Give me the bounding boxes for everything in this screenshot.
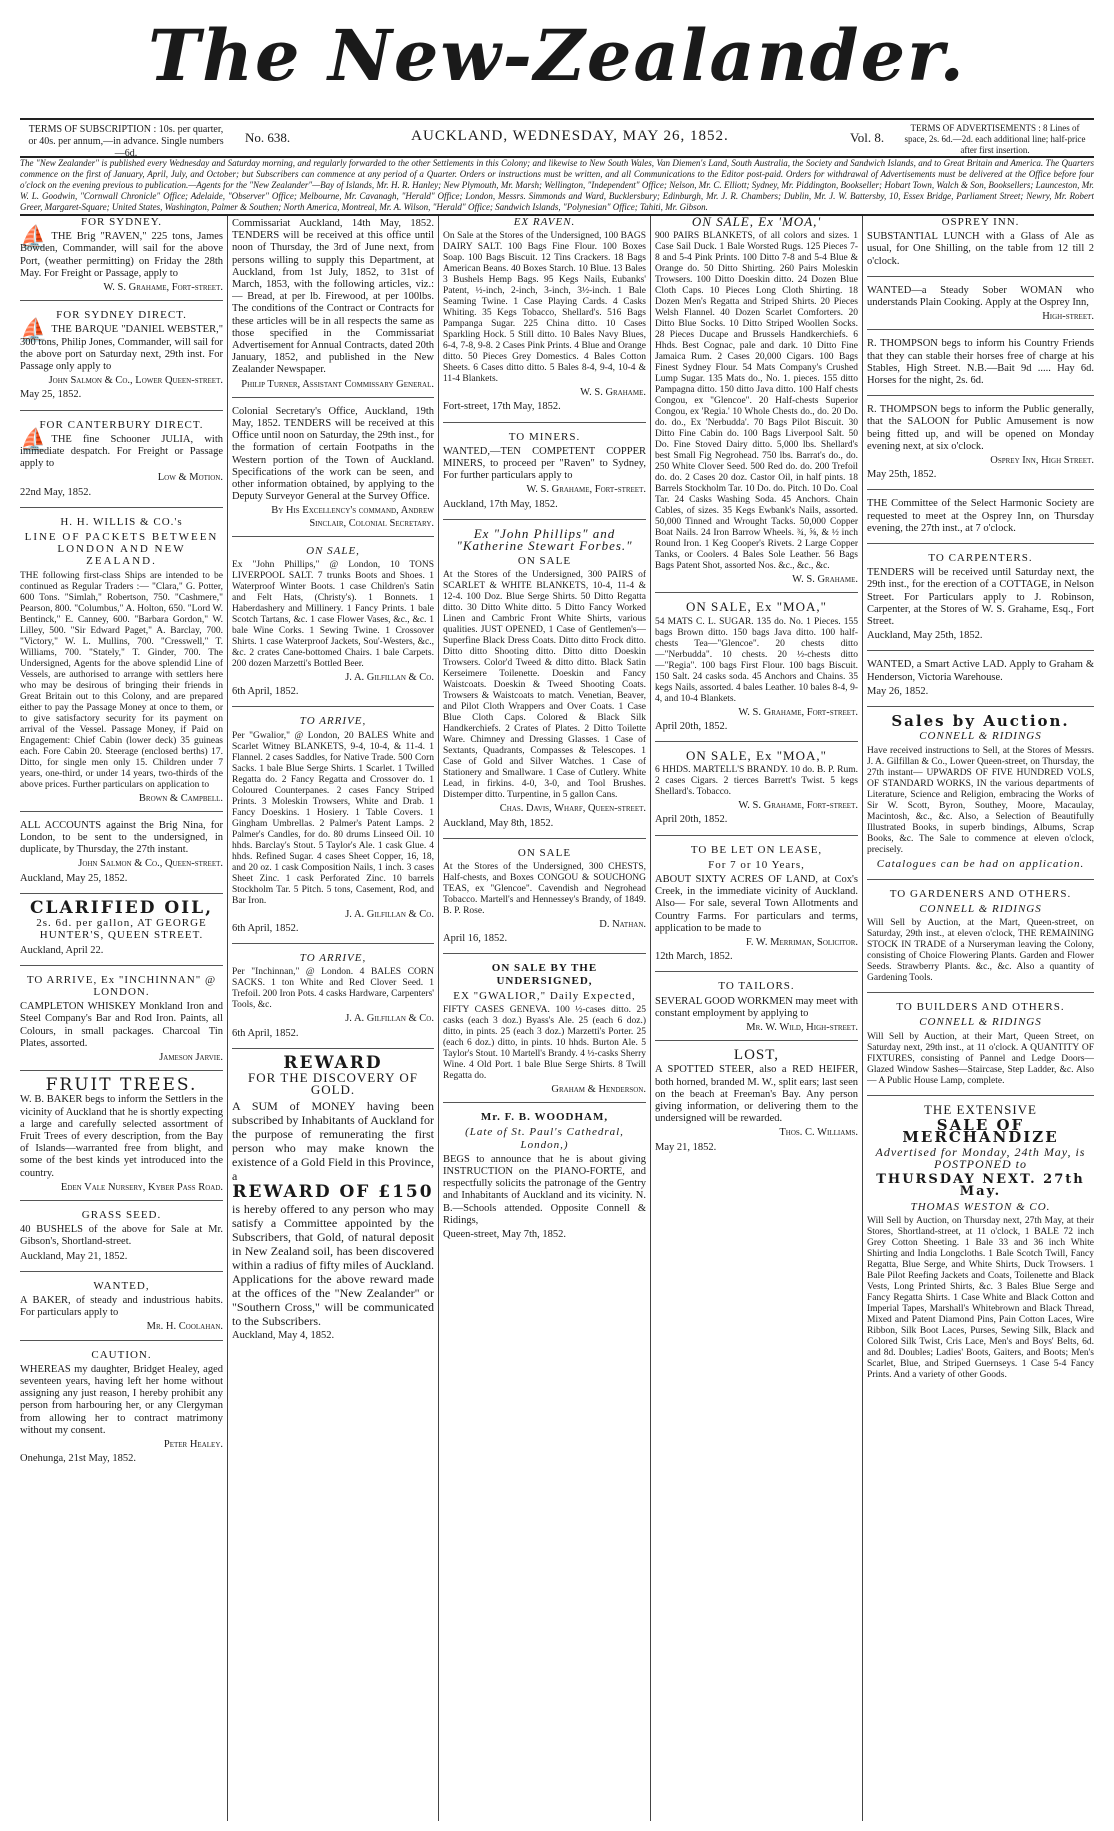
ad-woodham bbox=[443, 1111, 646, 1249]
ship-icon: ⛵ bbox=[20, 426, 48, 452]
ad-signature: Eden Vale Nursery, Kyber Pass Road. bbox=[60, 1181, 223, 1193]
ad-body: Per "Gwalior," @ London, 20 BALES White and Scarlet Witney BLANKETS, 9-4, 10-4, & 11-4. 1 Flannel. 2 cases Saddles, for Native Trade. 500 Corn Sacks. 1 bale Blue Serge Shirts. 1 Scarlet. 1 Twilled Regatta do. 2 Fancy Regatta and Crossover do. 1 Coloured Counterpanes. 2 cases Fancy Striped Prints. 3 Moleskin Trowsers, White and Drab. 1 Fancy Doeskins. 1 Hosiery. 1 Table Covers. 1 Gingham Umbrellas. 2 Palmer's Patent Lamps. 2 Palmer's Candles, for do. 80 drums Linseed Oil. 10 hhds. Barclay's Stout. 5 Taylor's Ale. 1 cask Glue. 4 hhds. Refined Sugar. 4 cases Sheet Copper, 16, 18, and 20 oz. 1 cask Composition Nails, 1 inch. 3 cases Sheet Zinc. 1 cask Perforated Zinc. 10 barrels Stockholm Tar. 5 Pitch. 5 tons, Casement, Rod, and Bar Iron. bbox=[232, 730, 434, 906]
ad-date: 6th April, 1852. bbox=[232, 922, 299, 934]
ad-clarified-oil bbox=[20, 897, 223, 966]
ad-body: Per "Inchinnan," @ London. 4 BALES CORN SACKS. 1 ton White and Red Clover Seed. 1 Trefoil. 200 Iron Pots. 4 casks Hardware, Carpenters' Tools, &c. bbox=[232, 967, 434, 1011]
ad-body: CAMPLETON WHISKEY Monkland Iron and Steel Company's Bar and Rod Iron. Paints, all Colours, in small packages. Charcoal Tin Plates, assorted. bbox=[20, 1001, 223, 1049]
ad-date: Queen-street, May 7th, 1852. bbox=[443, 1229, 567, 1241]
ad-date: May 25th, 1852. bbox=[867, 469, 937, 481]
ad-heading: TO GARDENERS AND OTHERS. bbox=[889, 887, 1072, 900]
ad-auction-books bbox=[867, 712, 1094, 880]
info-bar bbox=[20, 118, 1094, 158]
ad-land-lease bbox=[655, 844, 858, 973]
ad-tailors bbox=[655, 980, 858, 1041]
ad-body: THE Brig "RAVEN," 225 tons, James Bowden, Commander, will sail for the above Port, (weather permitting) on Friday the 28th May. For Freight or Passage, apply to bbox=[20, 231, 223, 279]
column-2 bbox=[232, 216, 434, 1821]
ad-date: Auckland, May 25, 1852. bbox=[20, 872, 128, 884]
ad-signature: Mr. W. Wild, High-street. bbox=[746, 1022, 858, 1034]
ad-signature: W. S. Grahame, Fort-street. bbox=[526, 484, 646, 496]
ad-date: Auckland, May 21, 1852. bbox=[20, 1250, 128, 1262]
ad-body: WANTED, a Smart Active LAD. Apply to Graham & Henderson, Victoria Warehouse. bbox=[867, 659, 1094, 683]
ad-body: TENDERS will be received until Saturday next, the 29th inst., for the erection of a COTTAGE, in Nelson Street. For Particulars apply to J. Robinson, Carpenter, at the Stores of W. S. Grahame, Esq., Fort Street. bbox=[867, 567, 1094, 628]
ad-signature: Thos. C. Williams. bbox=[779, 1127, 858, 1139]
ad-colonial-secretary bbox=[232, 406, 434, 537]
ad-john-phillips bbox=[443, 525, 646, 839]
ad-signature: F. W. Merriman, Solicitor. bbox=[745, 937, 858, 949]
subscription-terms: TERMS OF SUBSCRIPTION : 10s. per quarter, or 40s. per annum,—in advance. Single numbers—6d. bbox=[28, 124, 224, 159]
ad-body: THE following first-class Ships are intended to be continued as Regular Traders :— "Clara," G. Potter, 600 Tons. "Simlah," Robertson, 750. "Cashmere," Pearson, 800. "Columbus," A. Holton, 650. "Lord W. Bentinck," E. Canney, 600. "Barbara Gordon," W. Lilley, 500. "Sir Edward Paget," A. Barclay, 700. "Victory," W. L. Mullins, 700. "Cresswell," T. Williams, 700. "Stately," T. Ginder, 700. The Undersigned, Agents for the above splendid Line of Vessels, are authorised to arrange with settlers here who may be desirous of bringing their friends in Great Britain out to this Colony, and are prepared either to pay the Passage Money at once to them, or to give satisfactory security for its payment on arrival of the Vessel. Passage Money, if Paid on Engagement: Chief Cabin (lower deck) 35 guineas each. Fore Cabin 20. Steerage (enclosed berths) 17. Ditto, for single men only 15. Children under 7 years, one-third, or under 14 years, two-thirds of the above prices. Further particulars on application to bbox=[20, 570, 223, 790]
ad-to-arrive-inchinnan bbox=[232, 952, 434, 1049]
ad-moa-blankets bbox=[655, 216, 858, 593]
ad-body: At the Stores of the Undersigned, 300 PAIRS of SCARLET & WHITE BLANKETS, 10-4, 11-4 & 12-4. 100 Doz. Blue Serge Shirts. 50 Ditto Regatta ditto. 30 Ditto White ditto. 5 Ditto Fancy Worked Linen and Cambric Front White Shirts, various qualities. JUST OPENED, 1 Case of Gentlemen's— Superfine Black Dress Coats. Ditto ditto Frock ditto. Ditto ditto Shooting ditto. Ditto ditto Doeskin Trowsers. Color'd Tweed & ditto ditto. Black Satin Kerseimere Toilenette. Doeskin and Fancy Waistcoats. Doeskin & Tweed Shooting Coats. Trowsers & Waistcoats to match. Venetian, Beaver, and Pilot Cloth Wrappers and Over Coats. 1 Case Blue Cloth Caps. Colored & Black Silk Handkerchiefs. 2 Crates of Plates. 2 Ditto Toilette Ware. Chimney and Dressing Glasses. 1 Case of Sextants, Quadrants, Compasses & Telescopes. 1 Case of Gold and Silver Watches. 1 Case of Stationery and Smallware. 1 Case of Cutlery. White Lead, in firkins. 4-0, 3-0, and Tool Brushes. Distemper ditto. Turpentine, in 5 gallon Cans. bbox=[443, 570, 646, 801]
ad-signature: J. A. Gilfillan & Co. bbox=[345, 672, 434, 684]
ad-body: THE BARQUE "DANIEL WEBSTER," 300 tons, Philip Jones, Commander, will sail for the above port on Saturday next, 29th inst. For Passage only apply to bbox=[20, 324, 223, 373]
ad-body: 2s. 6d. per gallon, AT GEORGE HUNTER'S, QUEEN STREET. bbox=[36, 917, 207, 942]
ad-body: A BAKER, of steady and industrious habits. For particulars apply to bbox=[20, 1294, 223, 1319]
ad-heading: ON SALE, Ex 'MOA,' bbox=[691, 216, 822, 229]
section-title-auction: Sales by Auction. bbox=[891, 712, 1070, 731]
newspaper-title: The New-Zealander. bbox=[148, 14, 966, 97]
ad-body: A SUM of MONEY having been subscribed by Inhabitants of Auckland for the purpose of remunerating the first person who may make known the existence of a Gold Field in this Province, a bbox=[232, 1099, 434, 1184]
column-3 bbox=[443, 216, 646, 1821]
ad-signature: D. Nathan. bbox=[599, 919, 646, 931]
ad-lost bbox=[655, 1049, 858, 1162]
column-rule bbox=[862, 216, 863, 1821]
ad-signature: Brown & Campbell. bbox=[138, 792, 223, 804]
ad-thompson-stables bbox=[867, 338, 1094, 396]
ad-body: At the Stores of the Undersigned, 300 CHESTS, Half-chests, and Boxes CONGOU & SOUCHONG TEAS, ex "Glencoe". Cavendish and Negrohead Tobacco. Martell's and Hennessey's Brandy, of 1849. B. P. Rose. bbox=[443, 862, 646, 917]
ad-heading: TO CARPENTERS. bbox=[928, 552, 1033, 565]
masthead bbox=[0, 0, 1114, 118]
ad-subheading: Catalogues can be had on application. bbox=[876, 857, 1085, 870]
ship-icon: ⛵ bbox=[20, 317, 48, 343]
ad-date: May 26, 1852. bbox=[867, 685, 929, 697]
ad-signature: J. A. Gilfillan & Co. bbox=[345, 1013, 434, 1025]
ad-signature: W. S. Grahame, Fort-street. bbox=[103, 282, 223, 294]
ad-body: Colonial Secretary's Office, Auckland, 19th May, 1852. TENDERS will be received at this Office until noon on Saturday, the 29th inst., for the formation of certain Footpaths in the Western portion of the Town of Auckland. Specifications of the work can be seen, and other information obtained, by applying to the Deputy Surveyor General at the Survey Office. bbox=[232, 405, 434, 503]
ad-date: April 16, 1852. bbox=[443, 933, 508, 945]
advertisement-terms: TERMS OF ADVERTISEMENTS : 8 Lines of space, 2s. 6d.—2d. each additional line; half-price after first insertion. bbox=[904, 123, 1086, 155]
ad-commissariat bbox=[232, 218, 434, 398]
ad-heading: FOR SYDNEY. bbox=[80, 216, 163, 228]
ad-heading: GRASS SEED. bbox=[81, 1208, 162, 1221]
ad-body: R. THOMPSON begs to inform the Public generally, that the SALOON for Public Amusement is now being fitted up, and will be opened on Monday evening next, at six o'clock. bbox=[867, 404, 1094, 452]
ad-date: 22nd May, 1852. bbox=[20, 486, 92, 498]
ad-date: Auckland, April 22. bbox=[20, 944, 104, 956]
publication-notice: The "New Zealander" is published every Wednesday and Saturday morning, and regularly forwarded to the other Settlements in this Colony; and likewise to New South Wales, Van Diemen's Land, South Australia, the Society and Sandwich Islands, and to Great Britain and America. The Quarters commence on the first of January, April, July, and October; but Subscribers can commence at any period of a Quarter. Orders or instructions must be written, and all Communications to the Editor post-paid. Orders for withdrawal of Advertisements must be delivered at the Office before four o'clock on the evening previous to publication.—Agents for the "New Zealander"—Bay of Islands, Mr. H. R. Hanley; New Plymouth, Mr. Marsh; Wellington, "Independent" Office; Nelson, Mr. C. Elliott; Sydney, Mr. Piddington, Bookseller; Hobart Town, Walch & Son, Booksellers; Launceston, Mr. W. L. Goodwin, "Cornwall Chronicle" Office; Adelaide, "Observer" Office; Melbourne, Mr. Cavanagh, "Herald" Office; London, Messrs. Simmonds and Ward, Bucklersbury; Edinburgh, Mr. J. R. Chambers; Dublin, Mr. J. W. Battersby, 10, Essex Bridge, Parliament Street; Newry, Mr. Robert Greer, Margaret-Square; United States, Washington, Palmer & Southen; North America, Montreal, Mr. A. Wilson, "Herald" Office; Sandwich Islands, "Polynesian" Office; Tahiti, Mr. Gibson. bbox=[20, 158, 1094, 216]
ad-body: WANTED—a Steady Sober WOMAN who understands Plain Cooking. Apply at the Osprey Inn, bbox=[867, 284, 1094, 309]
ad-date: Fort-street, 17th May, 1852. bbox=[443, 401, 561, 413]
ad-body: Ex "John Phillips," @ London, 10 TONS LIVERPOOL SALT. 7 trunks Boots and Shoes. 1 Waterproof Winter Boots. 1 case Children's Satin and Felt Hats, (Christy's). 1 Bonnets. 1 Haberdashery and Millinery. 1 Fancy Prints. 1 bale Scotch Tartans, &c. 1 case Flower Vases, &c., &c. 1 bale Wine Corks. 1 Sewing Twine. 1 Crossover Shirts. 1 case Waterproof Jackets, Sou'-Westers, &c., &c. 2 crates Cane-bottomed Chairs. 1 bale Carpets. 200 dozen Marzetti's Bottled Beer. bbox=[232, 560, 434, 670]
column-rule bbox=[227, 216, 228, 1821]
ad-signature: THOMAS WESTON & CO. bbox=[910, 1200, 1051, 1213]
ad-subheading: ON SALE bbox=[517, 555, 572, 568]
ad-subheading: LINE OF PACKETS BETWEEN LONDON AND NEW ZEALAND. bbox=[24, 531, 219, 568]
ad-big-title-2: THURSDAY NEXT. 27th May. bbox=[876, 1171, 1085, 1199]
ad-big-title: REWARD bbox=[283, 1052, 383, 1073]
ad-body: ALL ACCOUNTS against the Brig Nina, for London, to be sent to the undersigned, in duplicate, by Thursday, the 27th instant. bbox=[20, 819, 223, 856]
ad-heading: OSPREY INN. bbox=[941, 216, 1020, 228]
ad-subheading: CONNELL & RIDINGS bbox=[919, 902, 1042, 915]
ad-wanted-baker bbox=[20, 1280, 223, 1341]
ad-signature: Chas. Davis, Wharf, Queen-street. bbox=[499, 803, 646, 815]
ad-subheading: CONNELL & RIDINGS bbox=[919, 1016, 1042, 1029]
ad-heading: WANTED, bbox=[93, 1279, 150, 1292]
ad-grass-seed bbox=[20, 1209, 223, 1272]
ad-signature: Philip Turner, Assistant Commissary General. bbox=[241, 378, 434, 390]
ad-caution bbox=[20, 1349, 223, 1474]
ad-subheading: (Late of St. Paul's Cathedral, London,) bbox=[465, 1126, 624, 1151]
ad-signature: W. S. Grahame, Fort-street. bbox=[738, 800, 858, 812]
column-5 bbox=[867, 216, 1094, 1821]
ad-geneva bbox=[443, 962, 646, 1103]
ad-body: WANTED,—TEN COMPETENT COPPER MINERS, to proceed per "Raven" to Sydney, For further particulars apply to bbox=[443, 445, 646, 482]
ad-heading: ON SALE bbox=[517, 846, 572, 859]
column-1 bbox=[20, 216, 223, 1821]
ad-to-miners bbox=[443, 431, 646, 520]
ad-body: WHEREAS my daughter, Bridget Healey, aged seventeen years, having left her home without assigning any just reason, I hereby prohibit any person from harbouring her, or any Clergyman from allowing her to contract matrimony without my consent. bbox=[20, 1363, 223, 1436]
ad-heading: CAUTION. bbox=[91, 1348, 152, 1361]
ad-heading: Mr. F. B. WOODHAM, bbox=[480, 1111, 609, 1124]
ad-heading: ON SALE, Ex "MOA," bbox=[686, 748, 827, 764]
ad-heading: ON SALE, Ex "MOA," bbox=[686, 599, 827, 615]
ad-signature: Mr. H. Coolahan. bbox=[146, 1321, 223, 1333]
ad-canterbury bbox=[20, 419, 223, 508]
ad-signature: Peter Healey. bbox=[163, 1439, 223, 1450]
ad-date: April 20th, 1852. bbox=[655, 720, 728, 732]
ad-body: A SPOTTED STEER, also a RED HEIFER, both horned, branded M. W., split ears; last seen on the beach at Freeman's Bay. Any person giving information, or delivering them to the undersigned will be rewarded. bbox=[655, 1064, 858, 1125]
ad-harmonic-society bbox=[867, 498, 1094, 544]
ad-wanted-lad bbox=[867, 659, 1094, 707]
ad-date: 12th March, 1852. bbox=[655, 951, 733, 963]
ad-accounts-nina bbox=[20, 820, 223, 894]
ad-on-sale-salt bbox=[232, 545, 434, 708]
ship-icon: ⛵ bbox=[20, 224, 48, 250]
ad-body: BEGS to announce that he is about giving INSTRUCTION on the PIANO-FORTE, and respectfully solicits the patronage of the Gentry and Inhabitants of Auckland and its vicinity. N. B.—Schools attended. Opposite Connell & Ridings, bbox=[443, 1153, 646, 1226]
ad-body: Commissariat Auckland, 14th May, 1852. TENDERS will be received at this office until noon of Thursday, the 3rd of June next, from persons willing to supply this Department, at Auckland, from 1st July, 1852, to 31st of March, 1853, with the following articles, viz.:— Bread, at per lb. Firewood, at per 100lbs. The conditions of the Contract or Contracts for these articles will be in all respects the same as those specified in the Commissariat Advertisement for Annual Contracts, dated 20th January, 1852, and published in the New Zealander Newspaper. bbox=[232, 218, 434, 376]
ad-heading: EX RAVEN. bbox=[513, 216, 576, 228]
ad-signature: By His Excellency's command, Andrew Sinclair, Colonial Secretary. bbox=[271, 505, 434, 529]
ad-thompson-saloon bbox=[867, 404, 1094, 490]
ad-date: May 21, 1852. bbox=[655, 1141, 717, 1153]
ad-heading: TO ARRIVE, bbox=[299, 715, 367, 728]
ad-heading: TO BE LET ON LEASE, bbox=[690, 843, 823, 856]
ad-body: Will Sell by Auction, on Thursday next, 27th May, at their Stores, Shortland-street, at 11 o'clock, 1 BALE 72 inch Grey Cotton Sheeting. 1 Bale 33 and 36 inch White Shirting and India Longcloths. 1 Bale Scotch Twill, Fancy Regatta, Blue Serge, and White Shirts, Duck Trowsers. 1 Bale Pilot Reefing Jackets and Coats, Toilenette and Black Vests, Long Printed Shirts, &c. 3 Bales Blue Serge and Fancy Regatta Shirts. 1 Case White and Black Cotton and Imperial Tapes, Marshall's Whitebrown and Black Thread, Mixed and Patent Diamond Pins, Pain Cotton Laces, Wire Ribbon, Silk Boot Laces, Purses, Sewing Silk, Black and Colored Silk Twist, Cris Lace, Men's and Boys' Belts, 6d. and 8d. Doubles; Ladies' Boots, Gaiters, and Boots; Men's Scarlet, Blue, and Striped Guernseys. 1 Case 5-4 Fancy Prints. And a variety of other Goods. bbox=[867, 1216, 1094, 1381]
ad-subheading: EX "GWALIOR," Daily Expected, bbox=[453, 989, 636, 1002]
column-rule bbox=[438, 216, 439, 1821]
ad-body: THE fine Schooner JULIA, with immediate despatch. For Freight or Passage apply to bbox=[20, 433, 223, 470]
ad-big-title-2: REWARD OF £150 bbox=[232, 1182, 434, 1203]
ad-body: ABOUT SIXTY ACRES OF LAND, at Cox's Creek, in the immediate vicinity of Auckland. Also— For sale, several Town Allotments and Country Farms. For particulars and terms, application to be made to bbox=[655, 874, 858, 934]
ad-carpenters bbox=[867, 552, 1094, 651]
ad-date: April 20th, 1852. bbox=[655, 814, 728, 826]
ad-date: 6th April, 1852. bbox=[232, 1027, 299, 1039]
ad-signature: J. A. Gilfillan & Co. bbox=[345, 908, 434, 920]
ad-signature: W. S. Grahame, Fort-street. bbox=[738, 706, 858, 718]
ad-heading: TO BUILDERS AND OTHERS. bbox=[896, 1001, 1065, 1014]
ad-ex-raven bbox=[443, 216, 646, 423]
ad-big-title: CLARIFIED OIL, bbox=[29, 897, 214, 918]
ad-moa-brandy bbox=[655, 750, 858, 836]
ad-sydney-direct bbox=[20, 309, 223, 410]
ad-big-title: FRUIT TREES. bbox=[45, 1075, 198, 1096]
ad-body: 54 MATS C. L. SUGAR. 135 do. No. 1 Pieces. 155 bags Brown ditto. 150 bags Java ditto. 100 half-chests Tea—"Glencoe". 20 chests ditto—"Nerbudda". 10 chests. 20 ½-chests ditto—"Regia". 100 bags First Flour. 100 bags Biscuit. 150 Salt. 24 casks soda. 45 Anchors and Chains. 35 kegs Nails, assorted. 4 bales Leather. 10 bales 8-4, 9-4, and 10-4 Blankets. bbox=[655, 616, 858, 704]
ad-subheading: Advertised for Monday, 24th May, is POSTPONED to bbox=[875, 1145, 1086, 1172]
ad-big-title: SALE OF MERCHANDIZE bbox=[902, 1115, 1059, 1146]
ad-body-2: is hereby offered to any person who may satisfy a Committee appointed by the Subscribers, that Gold, of natural deposit in New Zealand soil, has been discovered within a radius of fifty miles of Auckland. Applications for the above reward made at the offices of the "New Zealander" or "Southern Cross," will be communicated to the Subscribers. bbox=[232, 1201, 434, 1328]
ad-heading: TO TAILORS. bbox=[718, 980, 795, 993]
column-4 bbox=[655, 216, 858, 1821]
ad-heading: LOST, bbox=[733, 1047, 780, 1064]
ad-subheading: FOR THE DISCOVERY OF GOLD. bbox=[248, 1069, 418, 1098]
ad-fruit-trees bbox=[20, 1075, 223, 1201]
ad-body: 40 BUSHELS of the above for Sale at Mr. Gibson's, Shortland-street. bbox=[20, 1224, 223, 1248]
ad-osprey-inn bbox=[867, 216, 1094, 277]
ad-heading: TO ARRIVE, Ex "INCHINNAN" @ LONDON. bbox=[26, 973, 217, 998]
ad-signature: W. S. Grahame. bbox=[580, 387, 646, 399]
ad-whiskey bbox=[20, 974, 223, 1071]
ad-date: Auckland, 17th May, 1852. bbox=[443, 498, 558, 510]
ad-merchandize-sale bbox=[867, 1101, 1094, 1390]
ad-subheading: For 7 or 10 Years, bbox=[708, 858, 805, 871]
ad-heading: TO MINERS. bbox=[508, 430, 581, 443]
ad-body: R. THOMPSON begs to inform his Country Friends that they can stable their horses free of charge at his Stables, High Street. N.B.—Bait 9d ..... Hay 6d. Horses for the night, 2s. 6d. bbox=[867, 338, 1094, 387]
ad-wanted-woman bbox=[867, 285, 1094, 331]
ad-heading: ON SALE, bbox=[306, 544, 360, 557]
ad-signature: High-street. bbox=[1042, 311, 1094, 323]
ad-body: 900 PAIRS BLANKETS, of all colors and sizes. 1 Case Sail Duck. 1 Bale Worsted Rugs. 125 Pieces 7-8 and 5-4 Pink Prints. 100 Ditto 7-8 and 5-4 Blue & Orange do. 50 Ditto Shirting. 260 Pairs Moleskin Trowsers. 100 Ditto Doeskin ditto. 24 Dozen Blue Cloth Caps. 10 Pieces Long Cloth Shirting. 18 Dozen Men's Regatta and Striped Shirts. 20 Pieces Welsh Flannel. 40 Dozen Scarlet Comforters. 20 Ditto Blue Socks. 10 Ditto Striped Woollen Socks. 28 Pieces Ducape and Brussels Handkerchiefs. 6 Hhds. Best Cognac, pale and dark. 10 Ditto Fine Jamaica Rum. 2 Cases 20,000 Cigars. 100 Bags Finest Sydney Flour. 54 Mats Company's Crushed Lump Sugar. 135 Mats do., No. 1. pieces. 155 ditto Pampagna ditto. 150 ditto Java ditto. 100 Half chests Congou, ex "Glencoe". 20 Half-chests Superior Congou, ex 'Regia.' 10 Whole Chests do., do. 20 Do. do. do., Ex 'Nerbudda'. 70 Bags Pilot Biscuit. 30 Ditto Fine Cabin do. 100 Bags Liverpool Salt. 50 Do. Fine Stoved Dairy ditto. 5,000 lbs. Shellard's best Small Fig Negrohead. 750 lbs. Barrat's do., do. 250 White Clover Seed. 500 Red do. do. 200 Trefoil do. do. 2 Cases 20 doz. Castor Oil, in half pints. 18 Barrels Stockholm Tar. 10 Do. do. Pitch. 10 Do. Coal Tar. 24 Casks Washing Soda. 45 Anchors. Chain Cables, of sizes. 35 Kegs Ewbank's Nails, assorted. 50,000 Tinned and Wrought Tacks. 50,000 Copper Boat Nails. 24 Iron Barrow Wheels. ¾, ⅝, & ½ inch Round Iron. 1 Keg Cooper's Rivets. 2 Large Copper Tanks, or Coolers. 4 Bales Sole Leather. 56 Bags Bags Patent Shot, assorted Nos. &c., &c., &c. bbox=[655, 231, 858, 572]
ad-date: May 25, 1852. bbox=[20, 389, 82, 401]
ad-gold-reward bbox=[232, 1052, 434, 1350]
ad-date: Auckland, May 25th, 1852. bbox=[867, 630, 983, 642]
ad-heading: CONNELL & RIDINGS bbox=[919, 730, 1042, 743]
ad-date: Onehunga, 21st May, 1852. bbox=[20, 1453, 136, 1465]
ad-date: Auckland, May 8th, 1852. bbox=[443, 817, 554, 829]
ad-heading: Ex "John Phillips" and "Katherine Stewart Forbes." bbox=[456, 525, 633, 554]
issue-number: No. 638. bbox=[245, 130, 291, 145]
ad-body: FIFTY CASES GENEVA. 100 ½-cases ditto. 25 casks (each 3 doz.) Byass's Ale. 25 (each 6 doz.) ditto, in pints. 25 (each 3 doz.) Marzetti's Porter. 25 (each 6 doz.) ditto, in pints. 10 hhds. Burton Ale. 5 Taylor's Stout. 10 Martell's Brandy. 4 ½-casks Sherry Wine. 4 Old Port. 1 bale Blue Serge Shirts. 8 Twill Regatta do. bbox=[443, 1005, 646, 1082]
ad-body: SUBSTANTIAL LUNCH with a Glass of Ale as usual, for One Shilling, on the table from 12 till 2 o'clock. bbox=[867, 231, 1094, 267]
ad-heading: H. H. WILLIS & CO.'s bbox=[60, 515, 183, 528]
ad-to-arrive-gwalior bbox=[232, 715, 434, 944]
ad-teas bbox=[443, 847, 646, 955]
ad-heading: TO ARRIVE, bbox=[299, 952, 367, 965]
ad-heading: ON SALE BY THE UNDERSIGNED, bbox=[491, 962, 598, 987]
ad-moa-sugar bbox=[655, 601, 858, 742]
ad-builders bbox=[867, 1001, 1094, 1095]
ad-body: Will Sell by Auction, at the Mart, Queen-street, on Saturday, 29th inst., at eleven o'clock, THE REMAINING STOCK IN TRADE of a Nurseryman leaving the Colony, consisting of Choice Flowering Plants. Garden and Flower Seeds. Strawberry Plants. &c., &c. Also a quantity of Gardening Tools. bbox=[867, 918, 1094, 984]
ad-signature: Graham & Henderson. bbox=[551, 1084, 646, 1096]
ad-signature: John Salmon & Co., Queen-street. bbox=[78, 858, 223, 870]
ad-body: 6 HHDS. MARTELL'S BRANDY. 10 do. B. P. Rum. 2 cases Cigars. 2 tierces Barrett's Twist. 5 kegs Shellard's. Tobacco. bbox=[655, 765, 858, 798]
ad-for-sydney bbox=[20, 216, 223, 301]
ad-signature: Jameson Jarvie. bbox=[159, 1051, 223, 1063]
ad-signature: Low & Motion. bbox=[157, 472, 223, 484]
dateline: AUCKLAND, WEDNESDAY, MAY 26, 1852. bbox=[411, 128, 729, 144]
ad-heading: FOR CANTERBURY DIRECT. bbox=[39, 418, 204, 431]
ad-date: Auckland, May 4, 1852. bbox=[232, 1329, 335, 1341]
ad-date: 6th April, 1852. bbox=[232, 686, 299, 698]
ad-gardeners bbox=[867, 888, 1094, 993]
ad-body: THE Committee of the Select Harmonic Society are requested to meet at the Osprey Inn, on Thursday evening, the 27th inst., at 7 o'clock. bbox=[867, 498, 1094, 534]
ad-heading: THE EXTENSIVE bbox=[923, 1101, 1037, 1117]
ad-body: On Sale at the Stores of the Undersigned, 100 BAGS DAIRY SALT. 100 Bags Fine Flour. 100 Boxes Soap. 100 Bags Biscuit. 12 Tins Crackers. 18 Bags American Beans. 40 Boxes Starch. 10 Blue. 13 Bales 3 Bushels Hemp Bags. 95 Kegs Nails, Eubanks' Patent, ½-inch, 2-inch, 3-inch, 3½-inch. 1 Bale Seaming Twine. 1 Case Playing Cards. 4 Casks Whiting. 35 Kegs Tobacco, Shellard's. 516 Bags Pampanga Sugar. 225 China ditto. 10 Cases Sparkling Hock. 5 Still ditto. 10 Bales Navy Blues, 6-4, 7-8, 9-8. 2 Cases Pink Prints. 4 Blue and Orange ditto. 50 Pieces Grey Domestics. 4 Bales Cotton Sheets. 6 Cases ditto ditto. 5 Bales 8-4, 9-4, 10-4 & 11-4 Blankets. bbox=[443, 231, 646, 385]
column-rule bbox=[650, 216, 651, 1821]
ad-signature: W. S. Grahame. bbox=[792, 574, 858, 586]
ad-heading: FOR SYDNEY DIRECT. bbox=[56, 309, 187, 322]
ad-signature: John Salmon & Co., Lower Queen-street. bbox=[48, 375, 223, 387]
ad-body: SEVERAL GOOD WORKMEN may meet with constant employment by applying to bbox=[655, 995, 858, 1019]
ad-body: Have received instructions to Sell, at the Stores of Messrs. J. A. Gilfillan & Co., Lower Queen-street, on Thursday, the 27th instant— UPWARDS OF FIVE HUNDRED VOLS, OF STANDARD WORKS, IN the various departments of Literature, Science and Religion, embracing the Works of Sir W. Scott, Byron, Southey, Moore, Macaulay, Macintosh, &c., &c. Also, a Selection of Beautifully Illustrated Books, in superb bindings, Albums, Scrap Books, &c. The Sale to commence at eleven o'clock, precisely. bbox=[867, 745, 1094, 855]
ad-body: W. B. BAKER begs to inform the Settlers in the vicinity of Auckland that he is shortly expecting a large and carefully selected assortment of Fruit Trees of every description, from the Bay of Islands—warranted free from blight, and some of the best kinds yet introduced into the country. bbox=[20, 1094, 223, 1179]
ad-body: Will Sell by Auction, at their Mart, Queen Street, on Saturday next, 29th inst., at 11 o'clock. A QUANTITY OF FIXTURES, consisting of Pannel and Ledge Doors—Glazed Window Sashes—Staircase, Step Ladder, &c. Also— A Public House Lamp, complete. bbox=[867, 1031, 1094, 1086]
volume: Vol. 8. bbox=[850, 130, 885, 145]
ad-willis-packets bbox=[20, 516, 223, 812]
ad-signature: Osprey Inn, High Street. bbox=[990, 455, 1094, 467]
